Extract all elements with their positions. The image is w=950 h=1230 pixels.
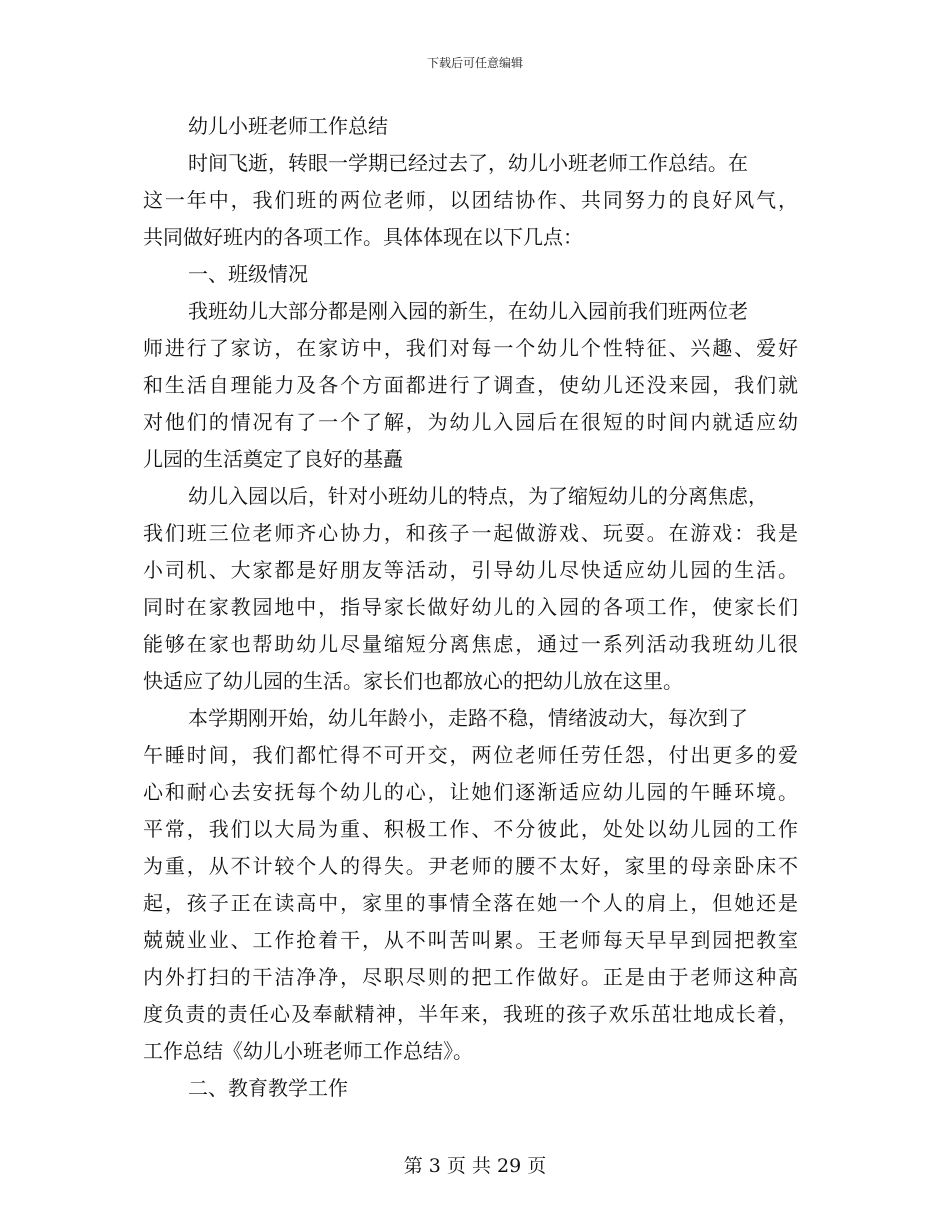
paragraph-line: 心和耐心去安抚每个幼儿的心，让她们逐渐适应幼儿园的午睡环境。 [143,780,798,804]
paragraph-line: 能够在家也帮助幼儿尽量缩短分离焦虑，通过一系列活动我班幼儿很 [143,632,798,656]
paragraph-line: 幼儿入园以后，针对小班幼儿的特点，为了缩短幼儿的分离焦虑， [188,484,768,508]
paragraph-line: 为重，从不计较个人的得失。尹老师的腰不太好，家里的母亲卧床不 [143,854,798,878]
section-heading: 一、班级情况 [188,262,308,286]
paragraph-line: 师进行了家访，在家访中，我们对每一个幼儿个性特征、兴趣、爱好 [143,336,798,360]
paragraph-line: 时间飞逝，转眼一学期已经过去了，幼儿小班老师工作总结。在 [188,151,748,175]
paragraph-line: 内外打扫的干洁净净，尽职尽则的把工作做好。正是由于老师这种高 [143,965,798,989]
paragraph-line: 同时在家教园地中，指导家长做好幼儿的入园的各项工作，使家长们 [143,595,798,619]
paragraph-line: 工作总结《幼儿小班老师工作总结》。 [143,1039,473,1063]
document-body [143,108,798,1107]
paragraph-line: 我们班三位老师齐心协力，和孩子一起做游戏、玩耍。在游戏：我是 [143,521,798,545]
paragraph-line: 小司机、大家都是好朋友等活动，引导幼儿尽快适应幼儿园的生活。 [143,558,798,582]
page-header-note: 下载后可任意编辑 [426,56,523,70]
page-number-footer: 第 3 页 共 29 页 [403,1155,547,1177]
paragraph-line: 兢兢业业、工作抢着干，从不叫苦叫累。王老师每天早早到园把教室 [143,928,798,952]
paragraph-line: 平常，我们以大局为重、积极工作、不分彼此，处处以幼儿园的工作 [143,817,798,841]
paragraph-line: 对他们的情况有了一个了解，为幼儿入园后在很短的时间内就适应幼 [143,410,798,434]
paragraph-line: 共同做好班内的各项工作。具体体现在以下几点： [143,225,583,249]
paragraph-line: 这一年中，我们班的两位老师，以团结协作、共同努力的良好风气， [143,188,798,212]
paragraph-line: 午睡时间，我们都忙得不可开交，两位老师任劳任怨，付出更多的爱 [143,743,798,767]
paragraph-line: 本学期刚开始，幼儿年龄小，走路不稳，情绪波动大，每次到了 [188,706,748,730]
paragraph-line: 快适应了幼儿园的生活。家长们也都放心的把幼儿放在这里。 [143,669,683,693]
document-title: 幼儿小班老师工作总结 [188,114,388,138]
paragraph-line: 起，孩子正在读高中，家里的事情全落在她一个人的肩上，但她还是 [143,891,798,915]
paragraph-line: 儿园的生活奠定了良好的基矗 [143,447,403,471]
paragraph-line: 度负责的责任心及奉献精神，半年来，我班的孩子欢乐茁壮地成长着， [143,1002,798,1026]
section-heading: 二、教育教学工作 [188,1076,348,1100]
paragraph-line: 我班幼儿大部分都是刚入园的新生，在幼儿入园前我们班两位老 [188,299,748,323]
paragraph-line: 和生活自理能力及各个方面都进行了调查，使幼儿还没来园，我们就 [143,373,798,397]
